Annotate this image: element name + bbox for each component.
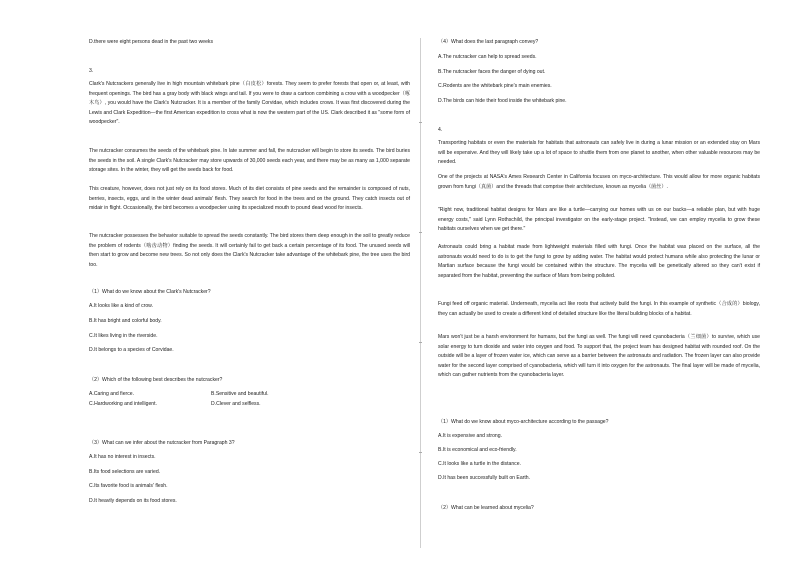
- answer-option[interactable]: D.It belongs to a species of Corvidae.: [89, 347, 174, 353]
- answer-option[interactable]: B.Sensitive and beautiful.: [211, 391, 269, 397]
- question-stem: （3）What can we infer about the nutcracker from Paragraph 3?: [89, 440, 235, 446]
- passage-paragraph: Transporting habitats or even the materials for habitats that astronauts can safely live in during a lunar mission or an extended stay on Mars will be expensive. And they will likely take up a lot of space to shuttle them from one planet to another, when other valuable resources may be needed.: [438, 140, 760, 166]
- answer-option[interactable]: B.It is economical and eco-friendly.: [438, 447, 517, 453]
- question-stem: （2）Which of the following best describes the nutcracker?: [89, 377, 223, 383]
- answer-option[interactable]: C.It looks like a turtle in the distance.: [438, 461, 521, 467]
- question-stem: （1）What do we know about the Clark's Nutcracker?: [89, 289, 211, 295]
- passage-number: 4.: [438, 127, 443, 133]
- answer-option[interactable]: A.Caring and fierce.: [89, 391, 135, 397]
- option-row: [89, 390, 410, 400]
- passage-paragraph: Fungi feed off organic material. Underneath, mycelia act like roots that actively build the fungi. In this example of synthetic（合成的）biology, they can actually be used to create a different kind of detailed structure like the literal building blocks of a habitat.: [438, 301, 760, 317]
- answer-option[interactable]: A.It has no interest in insects.: [89, 454, 156, 460]
- passage-paragraph: The nutcracker possesses the behavior suitable to spread the seeds constantly. The bird stores them deep enough in the soil to greatly reduce the problem of rodents（啮齿动物）finding the seeds. It will certainly fail to get back a certain percentage of its food. The unused seeds will then start to grow and become new trees. So not only does the Clark's Nutcracker take advantage of the whitebark pine, the tree uses the bird too.: [89, 233, 410, 268]
- answer-option[interactable]: A.It is expensive and strong.: [438, 433, 502, 439]
- divider-tick: [419, 452, 422, 453]
- divider-tick: [419, 122, 422, 123]
- answer-option[interactable]: A.It looks like a kind of crow.: [89, 303, 153, 309]
- answer-option[interactable]: A.The nutcracker can help to spread seeds.: [438, 54, 537, 60]
- previous-option-d: D.there were eight persons dead in the past two weeks: [89, 39, 214, 45]
- answer-option[interactable]: D.It heavily depends on its food stores.: [89, 498, 177, 504]
- column-divider: [420, 38, 421, 548]
- passage-paragraph: This creature, however, does not just rely on its food stores. Much of its diet consists of pine seeds and the remainder is composed of nuts, berries, insects, eggs, and in the winter dead animals' flesh. They search for food in the trees and on the ground. They catch insects out of midair in flight. Occasionally, the bird becomes a woodpecker using its specialized mouth to pound dead wood for insects.: [89, 186, 410, 212]
- passage-paragraph: Mars won't just be a harsh environment for humans, but the fungi as well. The fungi will need cyanobacteria（兰细菌）to survive, which use solar energy to turn dioxide and water into oxygen and food. To support that, the project team has designed habitat with rounded roof. On the outside will be a layer of frozen water ice, which can serve as a barrier between the astronauts and radiation. The frozen layer can also provide water for the second layer comprised of cyanobacteria, which will turn it into oxygen for the astronauts. The final layer will be made of mycelia, which can gather nutrients from the cyanobacteria layer.: [438, 334, 760, 379]
- answer-option[interactable]: D.Clever and selfless.: [211, 401, 261, 407]
- answer-option[interactable]: B.Its food selections are varied.: [89, 469, 161, 475]
- passage-paragraph: One of the projects at NASA's Ames Research Center in California focuses on myco-architecture. This would allow for more organic habitats grown from fungi（真菌）and the threads that comprise their architecture, known as mycelia（菌丝）.: [438, 174, 760, 190]
- answer-option[interactable]: C.Rodents are the whitebark pine's main enemies.: [438, 83, 552, 89]
- option-row: [89, 400, 410, 410]
- passage-paragraph: Clark's Nutcrackers generally live in high mountain whitebark pine（白皮松）forests. They seem to prefer forests that open or, at least, with frequent openings. The bird has a gray body with black wings and tail. If you were to draw a cartoon combining a crow with a woodpecker（啄木鸟）, you would have the Clark's Nutcracker. It is a member of the family Corvidae, which includes crows. It was first discovered during the Lewis and Clark Expedition—the first American expedition to cross what is now the western part of the US. Clark described it as "some form of woodpecker".: [89, 81, 410, 126]
- passage-paragraph: "Right now, traditional habitat designs for Mars are like a turtle—carrying our homes with us on our backs—a reliable plan, but with huge energy costs," said Lynn Rothschild, the principal investigator on the early-stage project. "Instead, we can employ mycelia to grow these habitats ourselves when we get there.": [438, 207, 760, 233]
- question-stem: （4）What does the last paragraph convey?: [438, 39, 539, 45]
- divider-tick: [419, 342, 422, 343]
- answer-option[interactable]: C.Hardworking and intelligent.: [89, 401, 157, 407]
- answer-option[interactable]: D.The birds can hide their food inside the whitebark pine.: [438, 98, 567, 104]
- question-stem: （1）What do we know about myco-architecture according to the passage?: [438, 419, 609, 425]
- answer-option[interactable]: B.It has bright and colorful body.: [89, 318, 162, 324]
- divider-tick: [419, 232, 422, 233]
- answer-option[interactable]: D.It has been successfully built on Earth.: [438, 475, 531, 481]
- answer-option[interactable]: B.The nutcracker faces the danger of dying out.: [438, 69, 546, 75]
- passage-paragraph: The nutcracker consumes the seeds of the whitebark pine. In late summer and fall, the nutcracker will begin to store its seeds. The bird buries the seeds in the soil. A single Clark's Nutcracker may store upwards of 30,000 seeds each year, and there may be as many as 1,000 separate storage sites. In the winter, they will get the seeds back for food.: [89, 148, 410, 174]
- answer-option[interactable]: C.Its favorite food is animals' flesh.: [89, 483, 168, 489]
- answer-option[interactable]: C.It likes living in the riverside.: [89, 333, 158, 339]
- passage-number: 3.: [89, 68, 94, 74]
- passage-paragraph: Astronauts could bring a habitat made from lightweight materials filled with fungi. Once the habitat was placed on the surface, all the astronauts would need to do is to get the fungi to grow by adding water. The habitat would protect humans while also protecting the lunar or Martian surface because the fungi would be contained within the structure. The mycelia will be genetically altered so they can't exist if separated from the habitat, preventing the surface of Mars from being polluted.: [438, 244, 760, 279]
- question-stem: （2）What can be learned about mycelia?: [438, 505, 534, 511]
